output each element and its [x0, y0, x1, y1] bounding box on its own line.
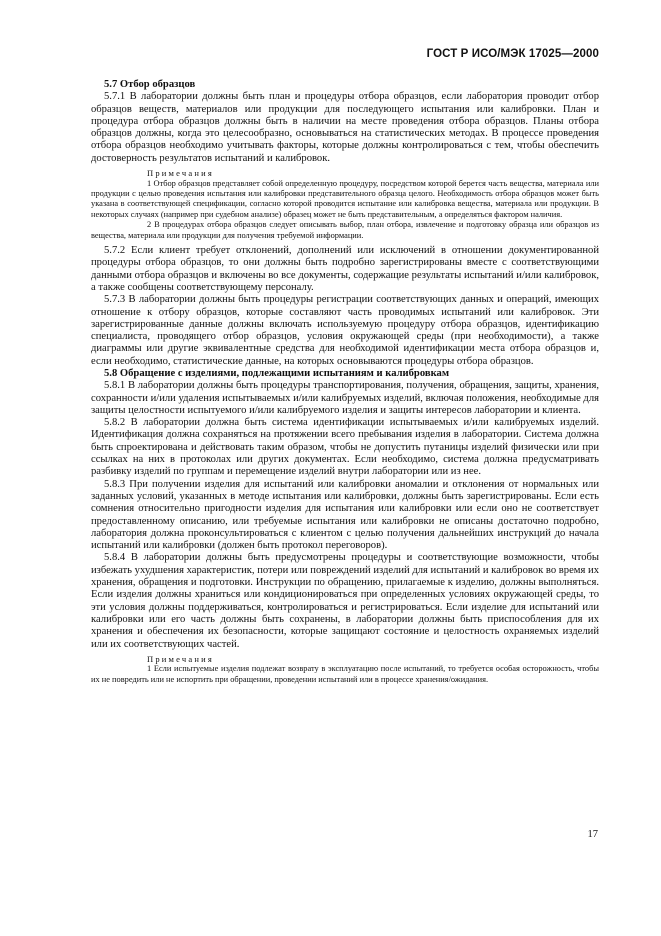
standard-header: ГОСТ Р ИСО/МЭК 17025—2000	[426, 48, 599, 60]
paragraph-5-7-2: 5.7.2 Если клиент требует отклонений, дополнений или исключений в отношении документированной процедуры отбора образцов, то они должны быть подробно зарегистрированы вместе с соответствующими данными отбора образцов и включены во все документы, содержащие результаты испытаний и/или калибровок, а также сообщены соответствующему персоналу.	[91, 245, 599, 293]
paragraph-5-7-1: 5.7.1 В лаборатории должны быть план и процедуры отбора образцов, если лаборатория проводит отбор образцов веществ, материалов или продукции для последующего испытания или калибровки. План и процедура отбора образцов должны быть в наличии на месте проведения отбора образцов. Планы отбора образцов должны, когда это целесообразно, основываться на статистических методах. В процессе проведения отбора образцов необходимо учитывать факторы, которые должны контролироваться с тем, чтобы обеспечить достоверность результатов испытаний и калибровок.	[91, 91, 599, 164]
notes-heading: Примечания	[147, 653, 214, 664]
note-2: 2 В процедурах отбора образцов следует описывать выбор, план отбора, извлечение и подготовку образца или образцов из вещества, материала или продукции для получения требуемой информации.	[91, 220, 599, 240]
page-number: 17	[587, 829, 598, 840]
document-body	[91, 79, 599, 685]
paragraph-5-8-1: 5.8.1 В лаборатории должны быть процедуры транспортирования, получения, обращения, защиты, хранения, сохранности и/или удаления испытываемых и/или калибруемых изделий, включая положения, необходимые для защиты целостности испытуемого и/или калибруемого изделия и защиты интересов лаборатории и клиента.	[91, 380, 599, 416]
paragraph-5-7-3: 5.7.3 В лаборатории должны быть процедуры регистрации соответствующих данных и операций, имеющих отношение к отбору образцов, которые составляют часть проводимых испытаний или калибровок. Эти зарегистрированные данные должны включать используемую процедуру отбора образцов, идентификацию специалиста, проводящего отбор образцов, условия окружающей среды (при необходимости), а также диаграммы или другие эквивалентные средства для необходимой идентификации места отбора образцов и, если необходимо, статистические данные, на которых основываются процедуры отбора образцов.	[91, 294, 599, 367]
note-1: 1 Отбор образцов представляет собой определенную процедуру, посредством которой берется часть вещества, материала или продукции с целью проведения испытания или калибровки представительного образца целого. Необходимость отбора образцов может быть указана в соответствующей спецификации, согласно которой проводится испытание или калибровка вещества, материала или продукции. В некоторых случаях (например при судебном анализе) образец может не быть представительным, а определяться фактором наличия.	[91, 178, 599, 219]
paragraph-5-8-3: 5.8.3 При получении изделия для испытаний или калибровки аномалии и отклонения от нормальных или заданных условий, указанных в методе испытания или калибровки, должны быть зарегистрированы. Если есть сомнения относительно пригодности изделия для испытания или калибровки или если оно не соответствует предоставленному описанию, или требуемые испытания или калибровки не описаны достаточно подробно, лаборатория должна проконсультироваться с клиентом с целью получения дальнейших инструкций до начала испытаний или калибровки (должен быть протокол переговоров).	[91, 478, 599, 552]
paragraph-5-8-4: 5.8.4 В лаборатории должны быть предусмотрены процедуры и соответствующие возможности, чтобы избежать ухудшения характеристик, потери или повреждений изделий для испытаний и калибровок во время их хранения, обращения и подготовки. Инструкции по обращению, прилагаемые к изделию, должны выполняться. Если изделия должны храниться или кондиционироваться при определенных условиях окружающей среды, то эти условия должны поддерживаться, контролироваться и регистрироваться. Если изделие для испытаний или калибровки или его часть должны быть сохранены, в лаборатории должны быть приспособления для их хранения и обеспечения их безопасности, которые защищают состояние и целостность охраняемых изделий или их соответствующих частей.	[91, 552, 599, 650]
section-heading-5-8: 5.8 Обращение с изделиями, подлежащими испытаниям и калибровкам	[104, 367, 450, 379]
paragraph-5-8-2: 5.8.2 В лаборатории должна быть система идентификации испытываемых и/или калибруемых изделий. Идентификация должна сохраняться на протяжении всего пребывания изделия в лаборатории. Система должна быть спроектирована и действовать таким образом, чтобы не допустить путаницы изделий физически или при ссылках на них в протоколах или других документах. Если необходимо, система должна предусматривать разбивку изделий по группам и перемещение изделий внутри лаборатории или из нее.	[91, 417, 599, 478]
notes-heading: Примечания	[147, 168, 214, 179]
note-1: 1 Если испытуемые изделия подлежат возврату в эксплуатацию после испытаний, то требуется особая осторожность, чтобы их не повредить или не испортить при обращении, проведении испытаний или в процессе хранения/ожидания.	[91, 664, 599, 684]
section-heading-5-7: 5.7 Отбор образцов	[104, 79, 196, 90]
